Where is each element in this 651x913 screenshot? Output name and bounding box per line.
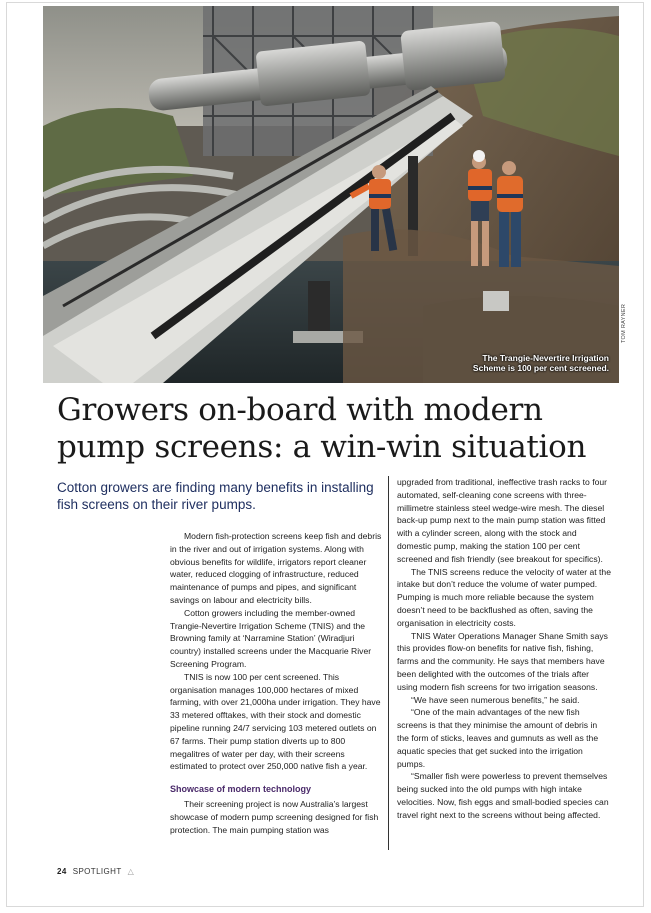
article-column-left [170, 530, 382, 836]
header-photo [43, 6, 619, 383]
body-paragraph: Cotton growers including the member-owned Trangie-Nevertire Irrigation Scheme (TNIS) and the Browning family at ‘Narramine Station’ (Wiradjuri country) installed screens under the Macquarie River Screening Program. [170, 607, 372, 669]
body-paragraph: The TNIS screens reduce the velocity of water at the intake but don’t reduce the volume of water pumped. Pumping is much more reliable because the system doesn’t need to be backflushed as often, saving the organisation in electricity costs. [397, 566, 611, 628]
column-divider [388, 476, 389, 850]
triangle-icon: △ [127, 867, 135, 876]
section-subheading: Showcase of modern technology [170, 784, 312, 795]
article-headline: Growers on-board with modern pump screens: a win-win situation [57, 392, 587, 465]
pump-station-illustration [43, 6, 619, 383]
photo-caption: The Trangie-Nevertire Irrigation Scheme is 100 per cent screened. [472, 353, 609, 373]
page-footer [57, 867, 134, 876]
body-paragraph: Modern fish-protection screens keep fish and debris in the river and out of irrigation systems. Along with obvious benefits for wildlife, irrigators report cleaner water, reduced clogging of infrastructure, reduced maintenance of pumps and pipes, and significant savings on labour and electricity bills. [170, 531, 382, 605]
body-paragraph: “We have seen numerous benefits,” he said. [411, 694, 580, 705]
article-standfirst: Cotton growers are finding many benefits in installing fish screens on their river pumps. [57, 480, 374, 512]
page-number: 24 [57, 867, 67, 876]
body-paragraph: upgraded from traditional, ineffective trash racks to four automated, self-cleaning cone screens with three-millimetre stainless steel wedge-wire mesh. The diesel back-up pump next to the main pump station was fitted with a cylinder screen, along with the stock and domestic pump, making the station 100 per cent screened and fish friendly (see breakout for specifics). [397, 477, 608, 564]
body-paragraph: Their screening project is now Australia’s largest showcase of modern pump screening designed for fish protection. The main pumping station was [170, 798, 379, 835]
section-name: SPOTLIGHT [72, 867, 122, 876]
body-paragraph: TNIS Water Operations Manager Shane Smith says this provides flow-on benefits for native fish, fishing, farms and the community. He says that members have been delighted with the outcomes of the trials after using modern fish screens for two irrigation seasons. [397, 630, 608, 692]
body-paragraph: “One of the main advantages of the new fish screens is that they minimise the amount of debris in the form of sticks, leaves and gumnuts as well as the aquatic species that get sucked into the irrigation pumps. [397, 707, 599, 769]
body-paragraph: “Smaller fish were powerless to prevent themselves being sucked into the old pumps with high intake velocities. Now, fish eggs and small-bodied species can travel right next to the screens without being affected. [397, 771, 609, 820]
magazine-page [6, 2, 644, 907]
article-column-right [397, 476, 611, 822]
body-paragraph: TNIS is now 100 per cent screened. This organisation manages 100,000 hectares of mixed farming, with over 21,000ha under irrigation. They have 33 metered offtakes, with their stock and domestic pipeline running 24/7 servicing 103 metered outlets on 67 farms. Their pump station diverts up to 800 megalitres of water per day, with their screens estimated to protect over 250,000 native fish a year. [170, 671, 381, 772]
photo-credit: TOM RAYNER [621, 303, 627, 343]
